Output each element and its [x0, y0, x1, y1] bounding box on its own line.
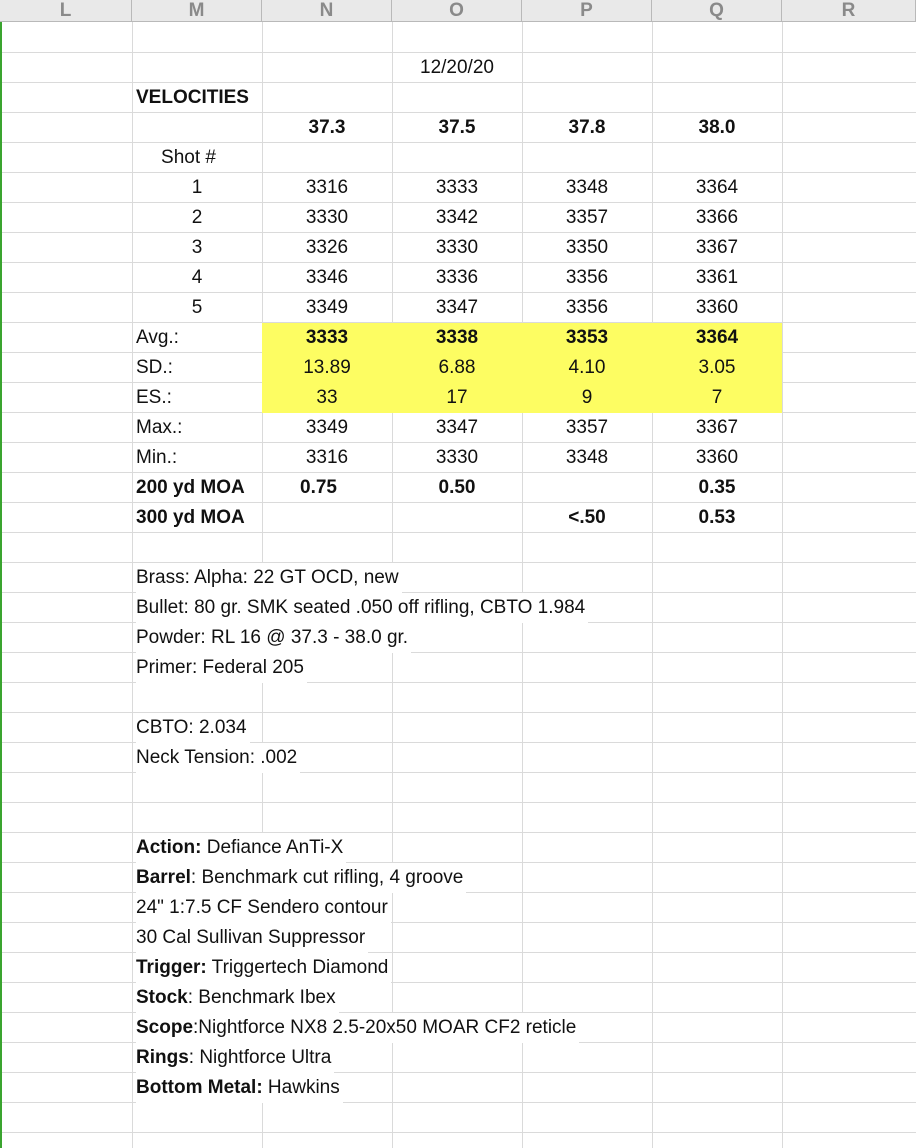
es-value[interactable]: 33: [316, 387, 338, 408]
sd-value[interactable]: 6.88: [438, 357, 476, 378]
date-cell[interactable]: 12/20/20: [420, 57, 494, 78]
max-value[interactable]: 3347: [435, 417, 479, 438]
primer-note[interactable]: Primer: Federal 205: [136, 653, 307, 683]
velocity-cell[interactable]: 3333: [435, 177, 479, 198]
moa300-label[interactable]: 300 yd MOA: [136, 507, 245, 528]
shot-header[interactable]: Shot #: [161, 147, 216, 168]
column-header-n[interactable]: N: [262, 0, 392, 22]
barrel-note[interactable]: Barrel: Benchmark cut rifling, 4 groove: [136, 863, 466, 893]
column-header-l[interactable]: L: [0, 0, 132, 22]
sd-label[interactable]: SD.:: [136, 357, 173, 378]
charge-q[interactable]: 38.0: [698, 117, 736, 138]
sd-value[interactable]: 4.10: [568, 357, 606, 378]
velocity-cell[interactable]: 3366: [695, 207, 739, 228]
sd-value[interactable]: 3.05: [698, 357, 736, 378]
velocity-cell[interactable]: 3361: [695, 267, 739, 288]
es-value[interactable]: 17: [446, 387, 468, 408]
shot-number[interactable]: 4: [191, 267, 203, 288]
velocity-cell[interactable]: 3346: [305, 267, 349, 288]
moa200-value[interactable]: [522, 473, 652, 503]
scope-note[interactable]: Scope:Nightforce NX8 2.5-20x50 MOAR CF2 reticle: [136, 1013, 579, 1043]
grid-row-line: [0, 1132, 916, 1133]
shot-number[interactable]: 5: [191, 297, 203, 318]
moa300-value[interactable]: [392, 503, 522, 533]
es-value[interactable]: 7: [711, 387, 723, 408]
max-value[interactable]: 3357: [565, 417, 609, 438]
moa200-label[interactable]: 200 yd MOA: [136, 477, 245, 498]
cbto-note[interactable]: CBTO: 2.034: [136, 713, 250, 743]
moa200-value[interactable]: 0.75: [300, 477, 337, 498]
velocity-cell[interactable]: 3347: [435, 297, 479, 318]
velocity-cell[interactable]: 3357: [565, 207, 609, 228]
barrel-spec-note[interactable]: 24" 1:7.5 CF Sendero contour: [136, 893, 391, 923]
velocity-cell[interactable]: 3360: [695, 297, 739, 318]
grid-column-line: [782, 22, 783, 1148]
min-value[interactable]: 3348: [565, 447, 609, 468]
shot-number[interactable]: 2: [191, 207, 203, 228]
avg-value[interactable]: 3364: [695, 327, 739, 348]
shot-number[interactable]: 3: [191, 237, 203, 258]
trigger-note[interactable]: Trigger: Triggertech Diamond: [136, 953, 391, 983]
powder-note[interactable]: Powder: RL 16 @ 37.3 - 38.0 gr.: [136, 623, 411, 653]
es-value[interactable]: 9: [581, 387, 593, 408]
column-header-p[interactable]: P: [522, 0, 652, 22]
column-header-q[interactable]: Q: [652, 0, 782, 22]
moa300-value[interactable]: 0.53: [698, 507, 736, 528]
max-value[interactable]: 3349: [305, 417, 349, 438]
max-label[interactable]: Max.:: [136, 417, 183, 438]
avg-value[interactable]: 3353: [565, 327, 609, 348]
charge-n[interactable]: 37.3: [308, 117, 346, 138]
velocity-cell[interactable]: 3336: [435, 267, 479, 288]
stock-note[interactable]: Stock: Benchmark Ibex: [136, 983, 339, 1013]
brass-note[interactable]: Brass: Alpha: 22 GT OCD, new: [136, 563, 402, 593]
rings-note[interactable]: Rings: Nightforce Ultra: [136, 1043, 334, 1073]
velocity-cell[interactable]: 3349: [305, 297, 349, 318]
es-label[interactable]: ES.:: [136, 387, 172, 408]
selection-edge: [0, 22, 2, 1148]
velocity-cell[interactable]: 3350: [565, 237, 609, 258]
velocity-cell[interactable]: 3356: [565, 267, 609, 288]
avg-value[interactable]: 3333: [305, 327, 349, 348]
min-value[interactable]: 3316: [305, 447, 349, 468]
bottom-metal-note[interactable]: Bottom Metal: Hawkins: [136, 1073, 343, 1103]
velocity-cell[interactable]: 3316: [305, 177, 349, 198]
min-label[interactable]: Min.:: [136, 447, 178, 468]
neck-tension-note[interactable]: Neck Tension: .002: [136, 743, 300, 773]
velocity-cell[interactable]: 3367: [695, 237, 739, 258]
bullet-note[interactable]: Bullet: 80 gr. SMK seated .050 off rifling, CBTO 1.984: [136, 593, 588, 623]
velocity-cell[interactable]: 3364: [695, 177, 739, 198]
charge-p[interactable]: 37.8: [568, 117, 606, 138]
column-header-r[interactable]: R: [782, 0, 916, 22]
avg-value[interactable]: 3338: [435, 327, 479, 348]
moa200-value[interactable]: 0.50: [438, 477, 476, 498]
moa200-value[interactable]: 0.35: [698, 477, 736, 498]
moa300-value[interactable]: <.50: [568, 507, 606, 528]
shot-number[interactable]: 1: [191, 177, 203, 198]
grid-row-line: [0, 802, 916, 803]
sd-value[interactable]: 13.89: [303, 357, 351, 378]
velocity-cell[interactable]: 3326: [305, 237, 349, 258]
min-value[interactable]: 3360: [695, 447, 739, 468]
column-header-m[interactable]: M: [132, 0, 262, 22]
velocity-cell[interactable]: 3330: [305, 207, 349, 228]
velocity-cell[interactable]: 3348: [565, 177, 609, 198]
velocity-cell[interactable]: 3342: [435, 207, 479, 228]
velocity-cell[interactable]: 3356: [565, 297, 609, 318]
max-value[interactable]: 3367: [695, 417, 739, 438]
min-value[interactable]: 3330: [435, 447, 479, 468]
velocity-cell[interactable]: 3330: [435, 237, 479, 258]
column-header-o[interactable]: O: [392, 0, 522, 22]
action-note[interactable]: Action: Defiance AnTi-X: [136, 833, 346, 863]
avg-label[interactable]: Avg.:: [136, 327, 179, 348]
moa300-value[interactable]: [262, 503, 392, 533]
velocities-title[interactable]: VELOCITIES: [136, 87, 249, 108]
charge-o[interactable]: 37.5: [438, 117, 476, 138]
suppressor-note[interactable]: 30 Cal Sullivan Suppressor: [136, 923, 368, 953]
